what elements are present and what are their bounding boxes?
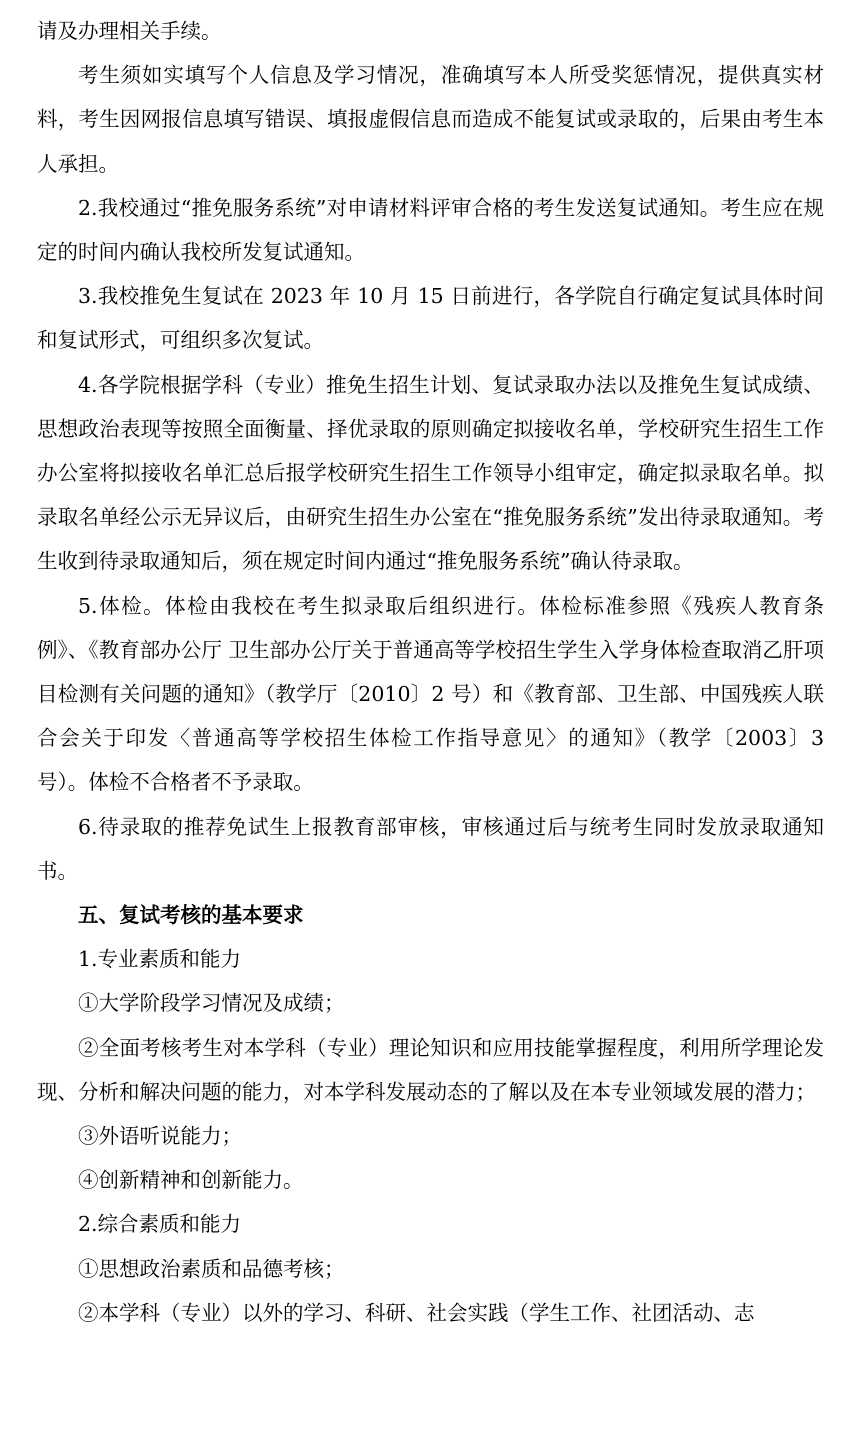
- list-item-other-activities: ②本学科（专业）以外的学习、科研、社会实践（学生工作、社团活动、志: [78, 1300, 755, 1325]
- paragraph-item-6: 6.待录取的推荐免试生上报教育部审核，审核通过后与统考生同时发放录取通知书。: [37, 814, 824, 883]
- paragraph-item-5: 5.体检。体检由我校在考生拟录取后组织进行。体检标准参照《残疾人教育条例》、《教育部办公厅 卫生部办公厅关于普通高等学校招生学生入学身体检查取消乙肝项目检测有关问题的通知》（教学厅〔2010〕2 号）和《教育部、卫生部、中国残疾人联合会关于印发〈普通高等学校招生体检工作指导意见〉的通知》（教学〔2003〕3 号）。体检不合格者不予录取。: [37, 593, 824, 795]
- paragraph-continuation: 请及办理相关手续。: [37, 19, 222, 43]
- list-item-2: ②全面考核考生对本学科（专业）理论知识和应用技能掌握程度，利用所学理论发现、分析和解决问题的能力，对本学科发展动态的了解以及在本专业领域发展的潜力；: [37, 1035, 824, 1104]
- section-heading-5: 五、复试考核的基本要求: [78, 903, 304, 928]
- list-item-1: ①大学阶段学习情况及成绩；: [78, 991, 345, 1016]
- list-item-3: ③外语听说能力；: [78, 1124, 242, 1149]
- document-page: [37, 9, 824, 1335]
- subheading-professional-ability: 1.专业素质和能力: [78, 947, 242, 972]
- subheading-comprehensive-ability: 2.综合素质和能力: [78, 1212, 242, 1237]
- paragraph-item-3: 3.我校推免生复试在 2023 年 10 月 15 日前进行，各学院自行确定复试具体时间和复试形式，可组织多次复试。: [37, 284, 824, 353]
- list-item-political: ①思想政治素质和品德考核；: [78, 1256, 345, 1281]
- paragraph-item-4: 4.各学院根据学科（专业）推免生招生计划、复试录取办法以及推免生复试成绩、思想政治表现等按照全面衡量、择优录取的原则确定拟接收名单，学校研究生招生工作办公室将拟接收名单汇总后报学校研究生招生工作领导小组审定，确定拟录取名单。拟录取名单经公示无异议后，由研究生招生办公室在“推免服务系统”发出待录取通知。考生收到待录取通知后，须在规定时间内通过“推免服务系统”确认待录取。: [37, 372, 824, 574]
- list-item-4: ④创新精神和创新能力。: [78, 1168, 304, 1193]
- paragraph-truthful-info: 考生须如实填写个人信息及学习情况，准确填写本人所受奖惩情况，提供真实材料，考生因网报信息填写错误、填报虚假信息而造成不能复试或录取的，后果由考生本人承担。: [37, 63, 824, 176]
- paragraph-item-2: 2.我校通过“推免服务系统”对申请材料评审合格的考生发送复试通知。考生应在规定的时间内确认我校所发复试通知。: [37, 195, 824, 265]
